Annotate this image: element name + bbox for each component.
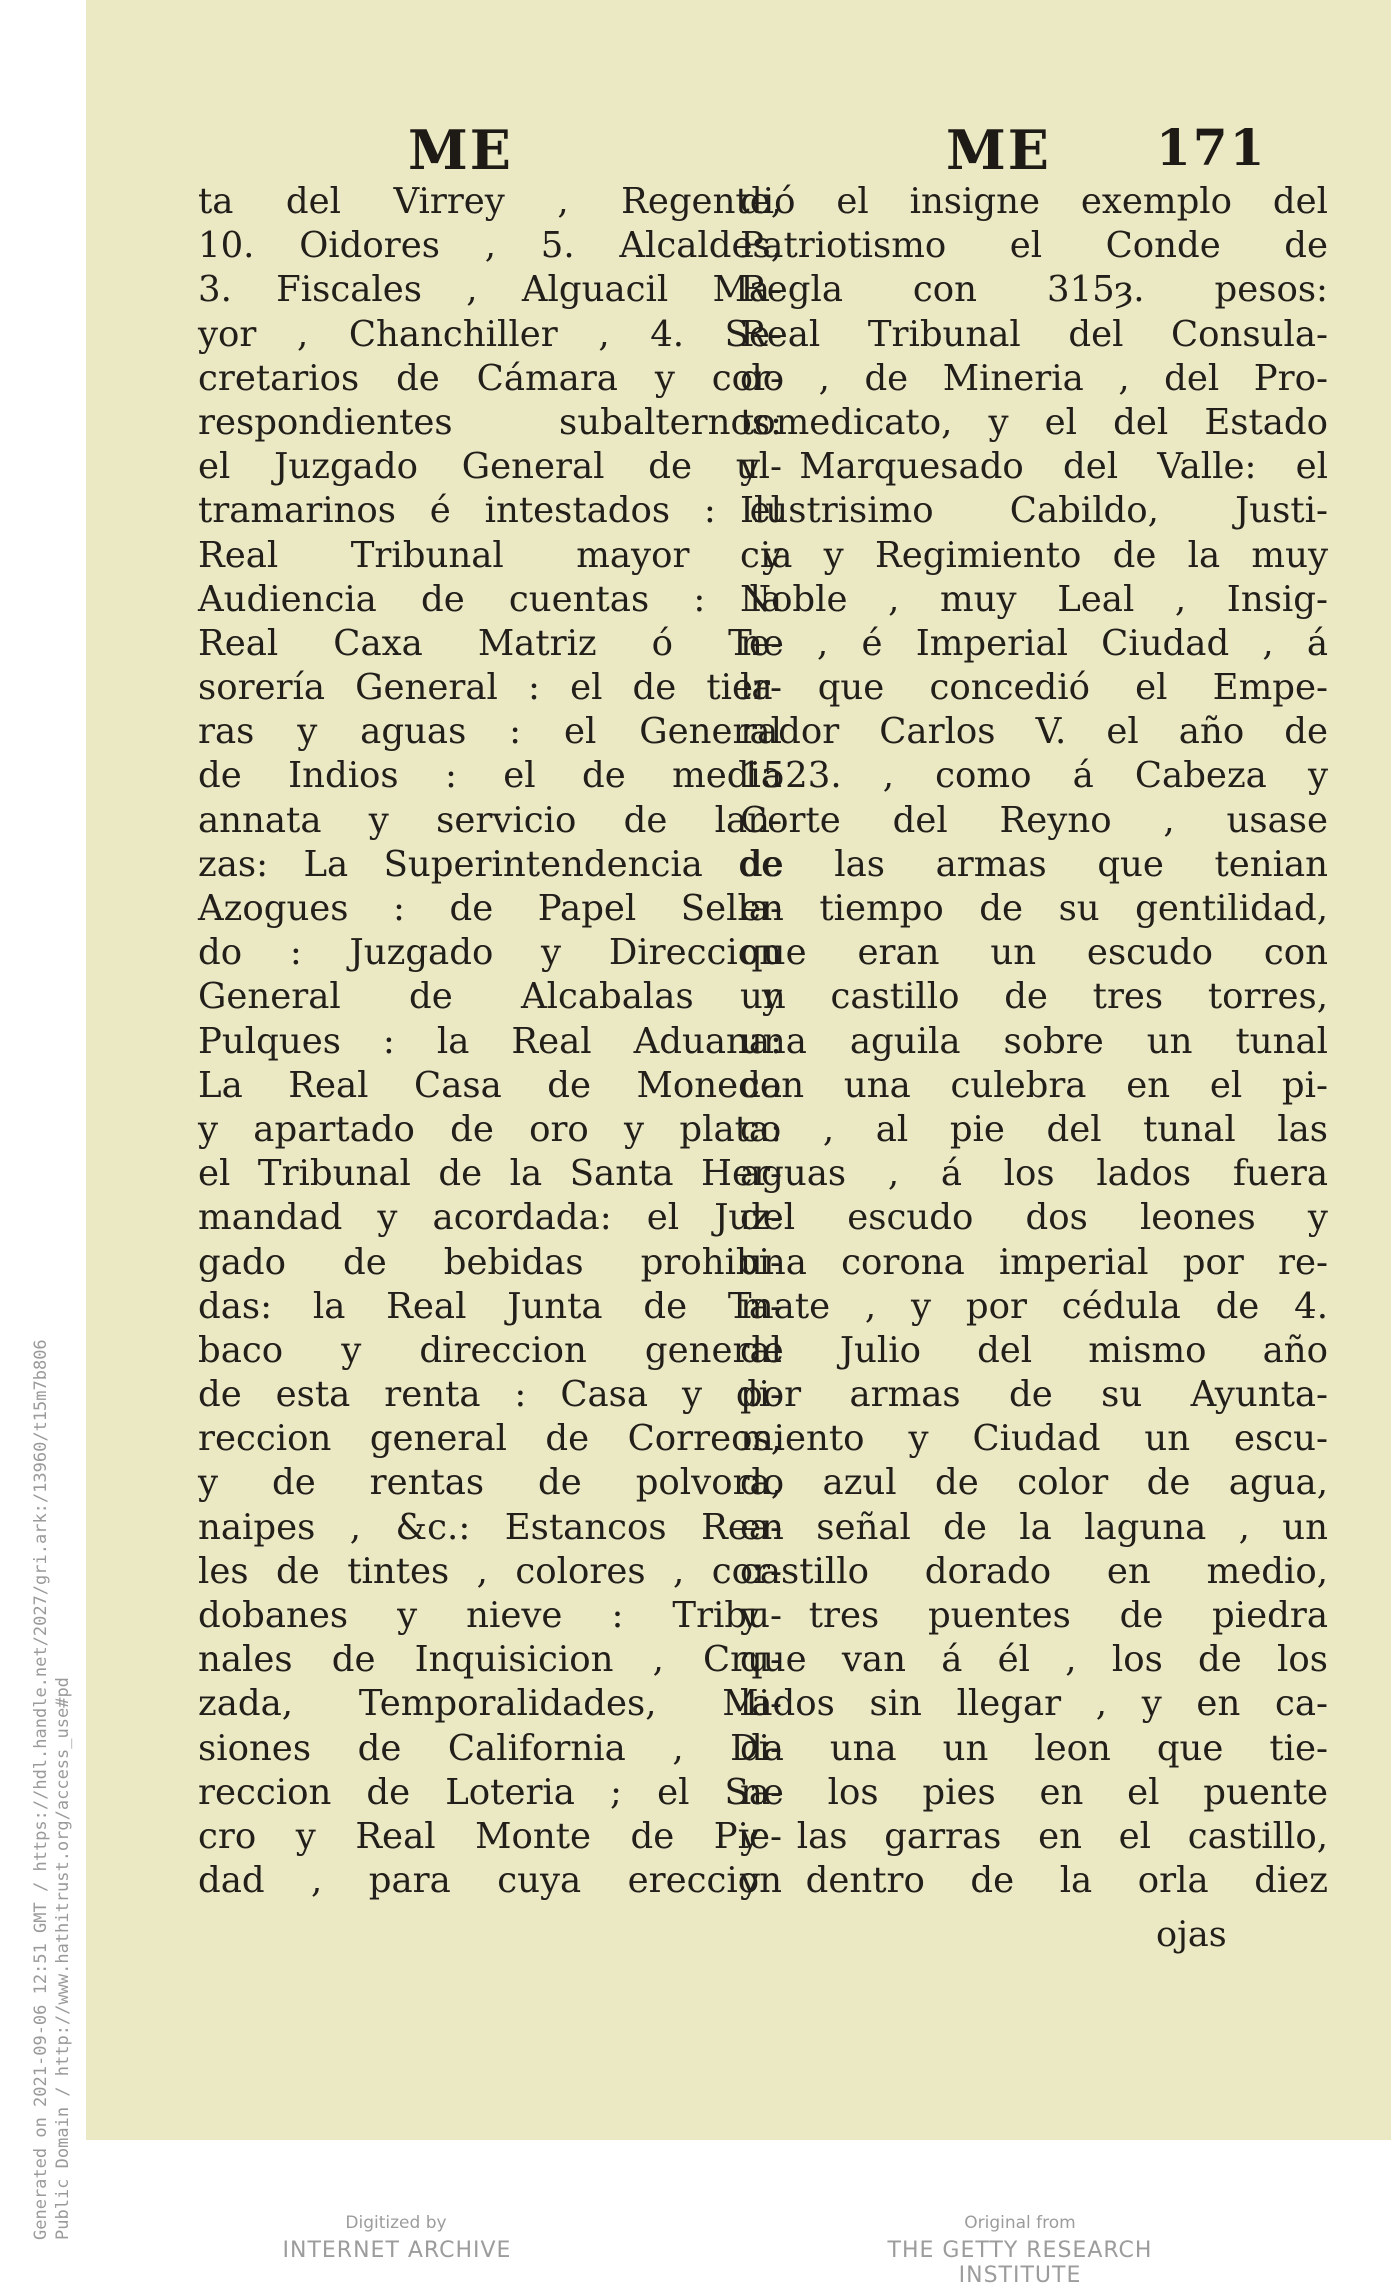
text-line: cro y Real Monte de Pie-	[198, 1815, 782, 1857]
digitized-by-label: Digitized by	[345, 2213, 447, 2233]
text-line: y tres puentes de piedra	[740, 1595, 1328, 1636]
text-line: Corte del Reyno , usase	[740, 799, 1328, 841]
text-line: yor , Chanchiller , 4. Se-	[198, 313, 782, 355]
watermark-line-2: Public Domain / http://www.hathitrust.org/access_use#pd	[53, 1677, 73, 2240]
text-line: ne , é Imperial Ciudad , á	[740, 622, 1328, 664]
text-line: 10. Oidores , 5. Alcaldes,	[198, 225, 782, 267]
running-head-left: ME	[408, 118, 513, 182]
catchword: ojas	[1156, 1915, 1227, 1955]
page-number: 171	[1156, 118, 1267, 177]
text-line: del escudo dos leones y	[740, 1197, 1328, 1239]
text-line: con una culebra en el pi-	[740, 1064, 1328, 1106]
text-line: respondientes subalternos:	[198, 401, 782, 443]
text-line: Regla con 315ȝ. pesos:	[740, 269, 1328, 311]
text-line: mate , y por cédula de 4.	[740, 1285, 1328, 1327]
text-line: ne los pies en el puente	[740, 1771, 1328, 1813]
text-line: mandad y acordada: el Juz-	[198, 1197, 782, 1239]
text-line: que eran un escudo con	[740, 932, 1328, 974]
left-column	[198, 180, 782, 1903]
text-line: una corona imperial por re-	[740, 1241, 1328, 1283]
text-line: 1523. , como á Cabeza y	[740, 755, 1328, 797]
text-line: zada, Temporalidades, Mi-	[198, 1683, 782, 1725]
text-line: siones de California , Di-	[198, 1727, 782, 1769]
text-line: Ilustrisimo Cabildo, Justi-	[740, 490, 1328, 532]
text-line: y Marquesado del Valle: el	[740, 446, 1328, 488]
text-line: gado de bebidas prohibi-	[198, 1241, 782, 1283]
text-line: miento y Ciudad un escu-	[740, 1418, 1328, 1460]
text-line: tramarinos é intestados : el	[198, 490, 782, 532]
text-line: por armas de su Ayunta-	[740, 1374, 1328, 1416]
text-line: que van á él , los de los	[740, 1639, 1328, 1681]
text-line: Real Tribunal del Consula-	[740, 313, 1328, 355]
text-line: de esta renta : Casa y di-	[198, 1374, 782, 1416]
text-line: Azogues : de Papel Sella-	[198, 888, 782, 929]
text-line: Noble , muy Leal , Insig-	[740, 578, 1328, 620]
text-line: tomedicato, y el del Estado	[740, 401, 1328, 443]
text-line: dió el insigne exemplo del	[740, 181, 1328, 222]
text-line: ta del Virrey , Regente,	[198, 181, 782, 222]
text-line: aguas , á los lados fuera	[740, 1153, 1328, 1195]
text-line: rador Carlos V. el año de	[740, 711, 1328, 753]
text-line: reccion general de Correos,	[198, 1418, 782, 1460]
text-line: en tiempo de su gentilidad,	[740, 888, 1328, 929]
text-line: de Julio del mismo año	[740, 1329, 1328, 1371]
watermark-text	[30, 1339, 74, 2240]
text-line: reccion de Loteria ; el Sa-	[198, 1771, 782, 1813]
text-line: do azul de color de agua,	[740, 1462, 1328, 1504]
right-column	[740, 180, 1328, 1903]
text-line: en señal de la laguna , un	[740, 1506, 1328, 1548]
text-line: y de rentas de polvora,	[198, 1462, 782, 1504]
text-line: cia y Regimiento de la muy	[740, 534, 1328, 576]
text-line: da una un leon que tie-	[740, 1727, 1328, 1769]
text-line: Real Tribunal mayor y	[198, 534, 782, 576]
text-line: ras y aguas : el General	[198, 711, 782, 753]
text-line: y las garras en el castillo,	[740, 1815, 1328, 1857]
original-from-label: Original from	[964, 2213, 1076, 2233]
text-line: Pulques : la Real Aduana:	[198, 1020, 782, 1062]
text-line: castillo dorado en medio,	[740, 1550, 1328, 1592]
text-line: General de Alcabalas y	[198, 976, 782, 1018]
text-line: de Indios : el de media	[198, 755, 782, 797]
scanned-page	[86, 0, 1391, 2140]
internet-archive-logo: INTERNET ARCHIVE	[282, 2238, 512, 2263]
text-line: nales de Inquisicion , Cru-	[198, 1639, 782, 1681]
text-line: naipes , &c.: Estancos Rea-	[198, 1506, 782, 1548]
text-line: lados sin llegar , y en ca-	[740, 1683, 1328, 1725]
text-line: la que concedió el Empe-	[740, 667, 1328, 709]
text-line: y apartado de oro y plata:	[198, 1108, 782, 1150]
text-line: baco y direccion general	[198, 1329, 782, 1371]
text-line: La Real Casa de Moneda	[198, 1064, 782, 1106]
text-line: y dentro de la orla diez	[740, 1860, 1328, 1902]
text-line: das: la Real Junta de Ta-	[198, 1285, 782, 1327]
text-line: do , de Mineria , del Pro-	[740, 357, 1328, 399]
text-line: una aguila sobre un tunal	[740, 1020, 1328, 1062]
text-line: el Tribunal de la Santa Her-	[198, 1153, 782, 1195]
text-line: annata y servicio de lan-	[198, 799, 782, 841]
text-line: zas: La Superintendencia de	[198, 843, 782, 885]
text-line: Audiencia de cuentas : la	[198, 578, 782, 620]
text-line: sorería General : el de tier-	[198, 667, 782, 709]
running-head-center: ME	[946, 118, 1051, 182]
text-line: cretarios de Cámara y cor-	[198, 357, 782, 399]
text-line: un castillo de tres torres,	[740, 976, 1328, 1018]
text-line: co , al pie del tunal las	[740, 1108, 1328, 1150]
text-line: dobanes y nieve : Tribu-	[198, 1595, 782, 1636]
text-line: Patriotismo el Conde de	[740, 225, 1328, 267]
margin-watermark	[0, 0, 86, 2271]
watermark-line-1: Generated on 2021-09-06 12:51 GMT / https://hdl.handle.net/2027/gri.ark:/13960/t15m7b806	[31, 1339, 51, 2240]
text-line: de las armas que tenian	[740, 843, 1328, 885]
text-line: el Juzgado General de ul-	[198, 446, 782, 488]
text-line: do : Juzgado y Direccion	[198, 932, 782, 974]
text-line: Real Caxa Matriz ó Te-	[198, 622, 782, 664]
text-line: les de tintes , colores , cor-	[198, 1550, 782, 1592]
text-line: dad , para cuya ereccion	[198, 1860, 782, 1902]
getty-research-institute-logo: THE GETTY RESEARCH INSTITUTE	[887, 2238, 1153, 2288]
text-line: 3. Fiscales , Alguacil Ma-	[198, 269, 782, 311]
